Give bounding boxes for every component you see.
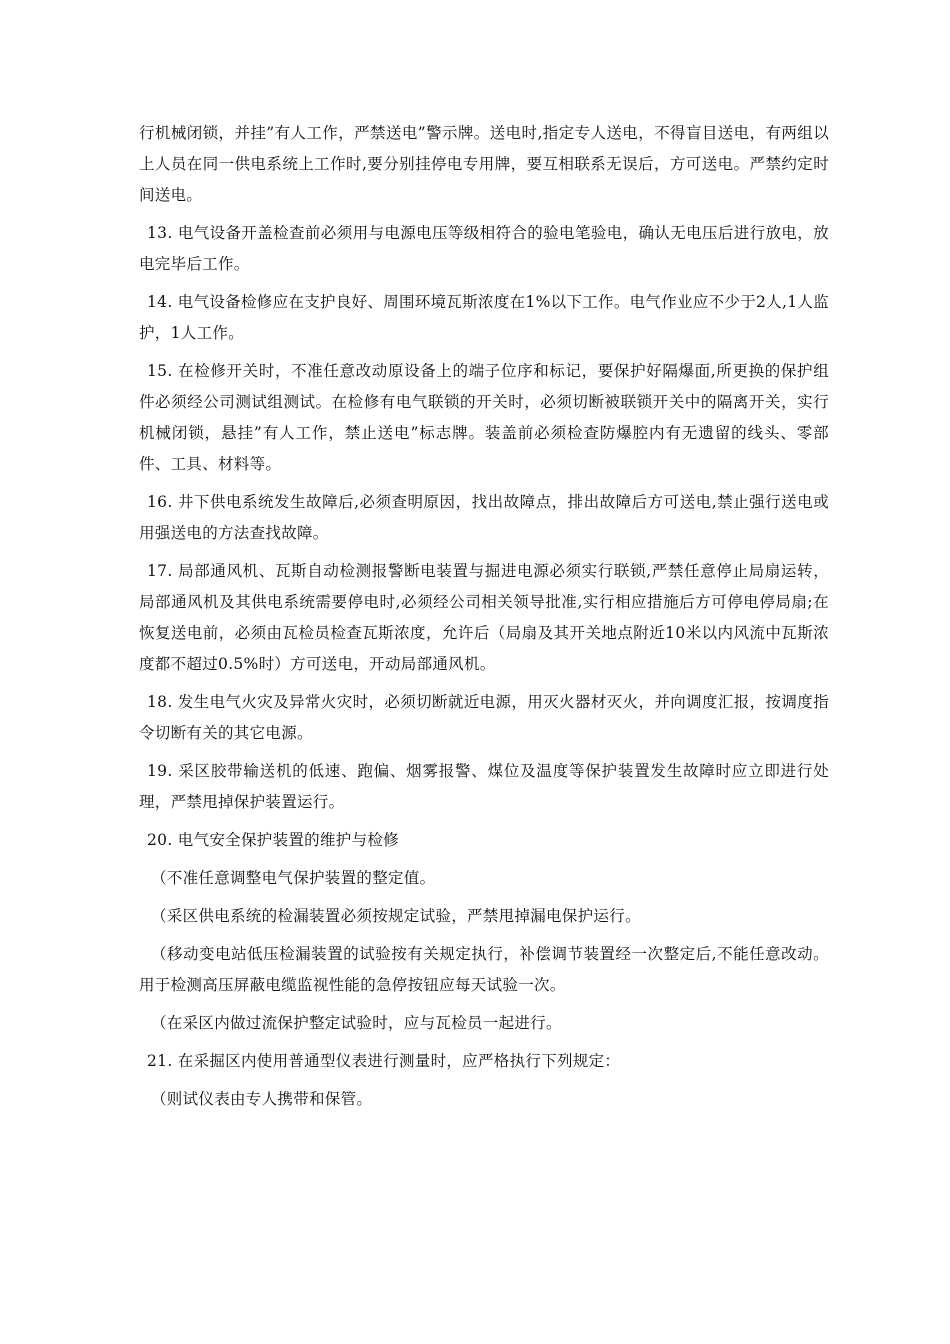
paragraph-21-heading: 21. 在采掘区内使用普通型仪表进行测量时，应严格执行下列规定： — [147, 1052, 621, 1070]
paragraph-20-item-c: （移动变电站低压检漏装置的试验按有关规定执行，补偿调节装置经一次整定后,不能任意改动。用于检测高压屏蔽电缆监视性能的急停按钮应每天试验一次。 — [139, 945, 829, 994]
paragraph-17: 17. 局部通风机、瓦斯自动检测报警断电装置与掘进电源必须实行联锁,严禁任意停止局扇运转，局部通风机及其供电系统需要停电时,必须经公司相关领导批准,实行相应措施后方可停电停局扇;在恢复送电前，必须由瓦检员检查瓦斯浓度，允许后（局扇及其开关地点附近10米以内风流中瓦斯浓度都不超过0.5%时）方可送电，开动局部通风机。 — [139, 562, 829, 673]
paragraph-21-item-a: （则试仪表由专人携带和保管。 — [151, 1090, 373, 1108]
paragraph-19: 19. 采区胶带输送机的低速、跑偏、烟雾报警、煤位及温度等保护装置发生故障时应立即进行处理，严禁甩掉保护装置运行。 — [139, 762, 829, 811]
paragraph-20-item-a: （不准任意调整电气保护装置的整定值。 — [151, 869, 436, 887]
paragraph-12-continued: 行机械闭锁，并挂”有人工作，严禁送电”警示牌。送电时,指定专人送电，不得盲目送电，有两组以上人员在同一供电系统上工作时,要分别挂停电专用牌，要互相联系无误后，方可送电。严禁约定时间送电。 — [139, 124, 829, 204]
paragraph-20-item-b: （采区供电系统的检漏装置必须按规定试验，严禁甩掉漏电保护运行。 — [151, 907, 641, 925]
paragraph-20-heading: 20. 电气安全保护装置的维护与检修 — [147, 831, 399, 849]
paragraph-13: 13. 电气设备开盖检查前必须用与电源电压等级相符合的验电笔验电，确认无电压后进行放电，放电完毕后工作。 — [139, 224, 829, 273]
document-body — [139, 118, 829, 1122]
paragraph-20-item-d: （在采区内做过流保护整定试验时，应与瓦检员一起进行。 — [151, 1014, 562, 1032]
paragraph-14: 14. 电气设备检修应在支护良好、周围环境瓦斯浓度在1%以下工作。电气作业应不少于2人,1人监护，1人工作。 — [139, 293, 829, 342]
paragraph-18: 18. 发生电气火灾及异常火灾时，必须切断就近电源，用灭火器材灭火，并向调度汇报，按调度指令切断有关的其它电源。 — [139, 693, 829, 742]
paragraph-16: 16. 井下供电系统发生故障后,必须查明原因，找出故障点，排出故障后方可送电,禁止强行送电或用强送电的方法查找故障。 — [139, 493, 829, 542]
paragraph-15: 15. 在检修开关时，不准任意改动原设备上的端子位序和标记，要保护好隔爆面,所更换的保护组件必须经公司测试组测试。在检修有电气联锁的开关时，必须切断被联锁开关中的隔离开关，实行机械闭锁，悬挂”有人工作，禁止送电”标志牌。装盖前必须检查防爆腔内有无遗留的线头、零部件、工具、材料等。 — [139, 362, 829, 473]
